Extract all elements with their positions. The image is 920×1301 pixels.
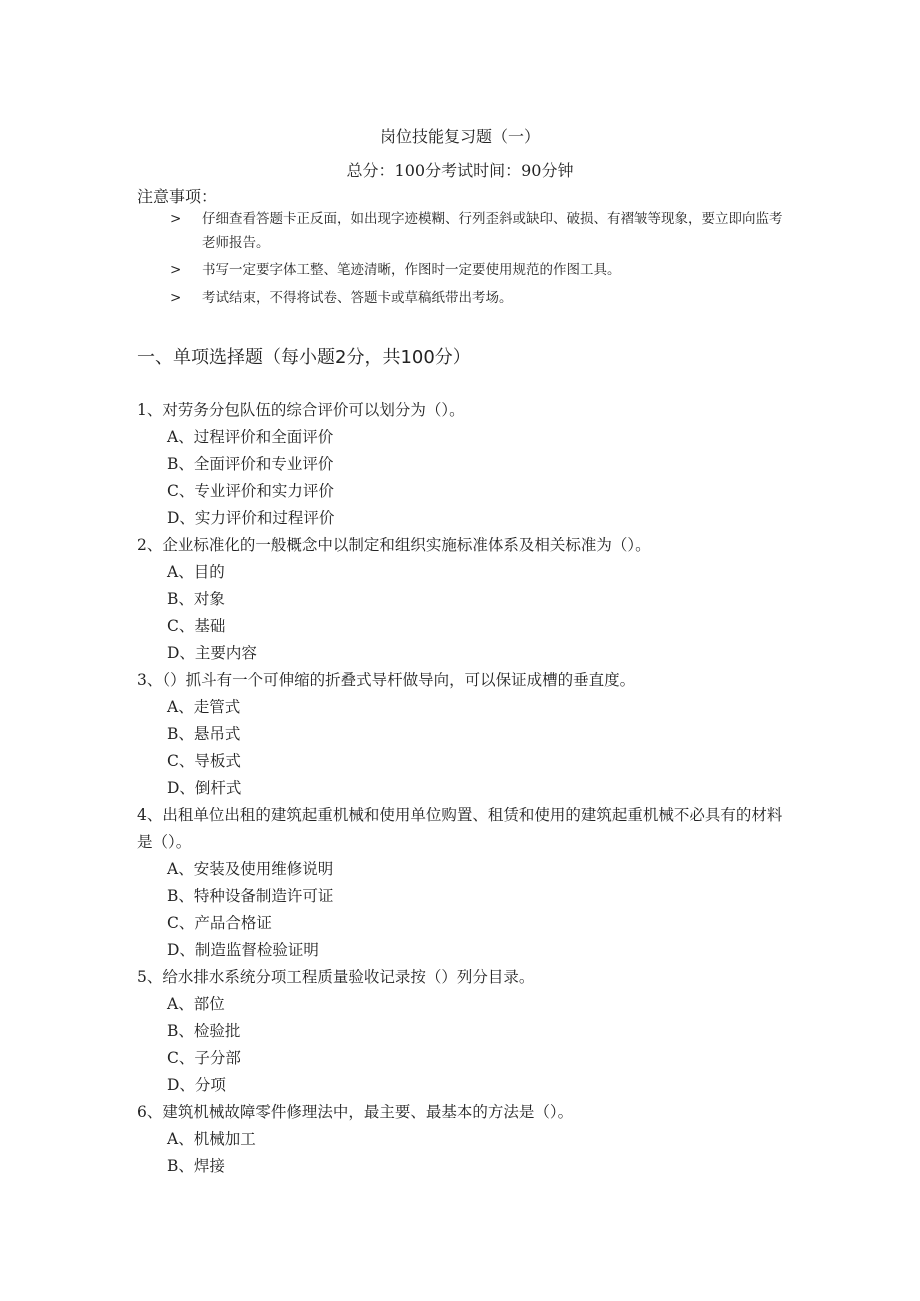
question-stem: 1、对劳务分包队伍的综合评价可以划分为（）。 (137, 401, 465, 419)
answer-option: C、基础 (167, 617, 226, 635)
answer-option: A、过程评价和全面评价 (167, 428, 334, 446)
question-list (137, 397, 787, 1180)
question-stem: 2、企业标准化的一般概念中以制定和组织实施标准体系及相关标准为（）。 (137, 536, 651, 554)
answer-option: A、目的 (167, 563, 225, 581)
answer-option: D、主要内容 (167, 644, 257, 662)
answer-option: B、特种设备制造许可证 (167, 887, 334, 905)
question-stem: 3、（）抓斗有一个可伸缩的折叠式导杆做导向，可以保证成槽的垂直度。 (137, 671, 636, 689)
answer-option: C、专业评价和实力评价 (167, 482, 334, 500)
notice-item: > 书写一定要字体工整、笔迹清晰，作图时一定要使用规范的作图工具。 (170, 258, 792, 282)
answer-option: B、悬吊式 (167, 725, 241, 743)
page-title: 岗位技能复习题（一） (379, 127, 540, 146)
answer-option: D、制造监督检验证明 (167, 941, 319, 959)
answer-option: D、分项 (167, 1076, 226, 1094)
answer-option: A、机械加工 (167, 1130, 256, 1148)
question-stem: 4、出租单位出租的建筑起重机械和使用单位购置、租赁和使用的建筑起重机械不必具有的材料是（）。 (137, 806, 783, 851)
notice-heading: 注意事项： (137, 187, 218, 206)
notice-item: > 仔细查看答题卡正反面，如出现字迹模糊、行列歪斜或缺印、破损、有褶皱等现象，要立即向监考老师报告。 (170, 207, 792, 255)
answer-option: C、产品合格证 (167, 914, 272, 932)
answer-option: A、走管式 (167, 698, 241, 716)
question-stem: 6、建筑机械故障零件修理法中，最主要、最基本的方法是（）。 (137, 1103, 574, 1121)
answer-option: C、导板式 (167, 752, 241, 770)
section-heading: 一、单项选择题（每小题2分，共100分） (137, 347, 471, 368)
answer-option: D、倒杆式 (167, 779, 242, 797)
exam-info: 总分：100分考试时间：90分钟 (346, 161, 574, 180)
answer-option: B、对象 (167, 590, 225, 608)
answer-option: C、子分部 (167, 1049, 241, 1067)
answer-option: A、安装及使用维修说明 (167, 860, 334, 878)
answer-option: A、部位 (167, 995, 225, 1013)
question-stem: 5、给水排水系统分项工程质量验收记录按（）列分目录。 (137, 968, 535, 986)
answer-option: D、实力评价和过程评价 (167, 509, 335, 527)
answer-option: B、焊接 (167, 1157, 225, 1175)
answer-option: B、全面评价和专业评价 (167, 455, 334, 473)
bullet-arrow-icon: > (170, 262, 182, 278)
answer-option: B、检验批 (167, 1022, 241, 1040)
bullet-arrow-icon: > (170, 290, 182, 306)
notice-item: > 考试结束，不得将试卷、答题卡或草稿纸带出考场。 (170, 286, 792, 310)
bullet-arrow-icon: > (170, 211, 182, 227)
